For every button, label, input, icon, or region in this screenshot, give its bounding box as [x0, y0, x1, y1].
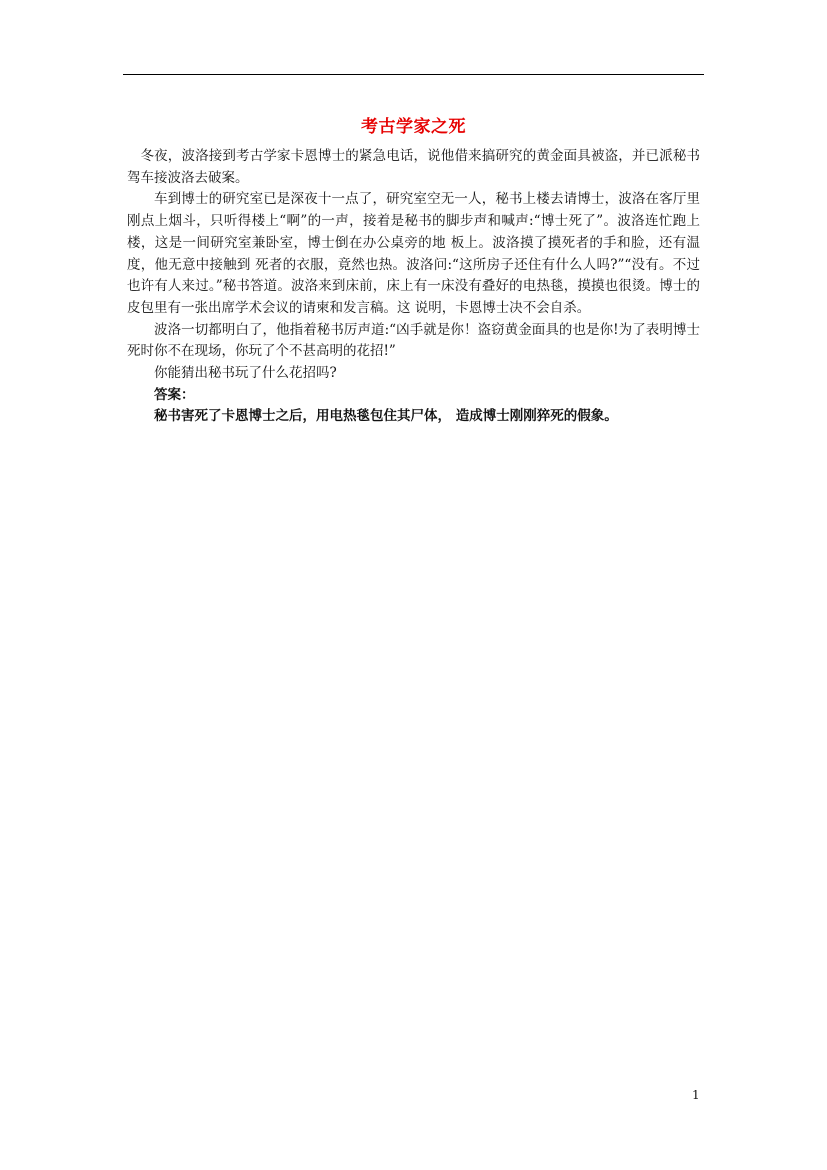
paragraph-scene: 车到博士的研究室已是深夜十一点了，研究室空无一人，秘书上楼去请博士，波洛在客厅里刚点上烟斗，只听得楼上“啊”的一声，接着是秘书的脚步声和喊声:“博士死了”。波洛连忙跑上楼，这是一间研究室兼卧室，博士倒在办公桌旁的地 板上。波洛摸了摸死者的手和脸，还有温度，他无意中接触到 死者的衣服，竟然也热。波洛问:“这所房子还住有什么人吗?”“没有。不过也许有人来过。”秘书答道。波洛来到床前，床上有一床没有叠好的电热毯，摸摸也很烫。博士的皮包里有一张出席学术会议的请柬和发言稿。这 说明，卡恩博士决不会自杀。 [127, 191, 700, 316]
paragraph-intro: 冬夜，波洛接到考古学家卡恩博士的紧急电话，说他借来搞研究的黄金面具被盗，并已派秘书驾车接波洛去破案。 [127, 148, 700, 186]
document-body [127, 146, 700, 428]
page-number: 1 [692, 1088, 700, 1102]
paragraph-accusation: 波洛一切都明白了，他指着秘书厉声道:“凶手就是你！盗窃黄金面具的也是你!为了表明博士死时你不在现场，你玩了个不甚高明的花招!” [127, 321, 700, 360]
answer-label: 答案： [154, 386, 195, 403]
header-rule [123, 74, 704, 75]
paragraph-question: 你能猜出秘书玩了什么花招吗? [154, 365, 337, 382]
document-title: 考古学家之死 [361, 117, 466, 137]
answer-text: 秘书害死了卡恩博士之后，用电热毯包住其尸体， 造成博士刚刚猝死的假象。 [154, 408, 618, 425]
